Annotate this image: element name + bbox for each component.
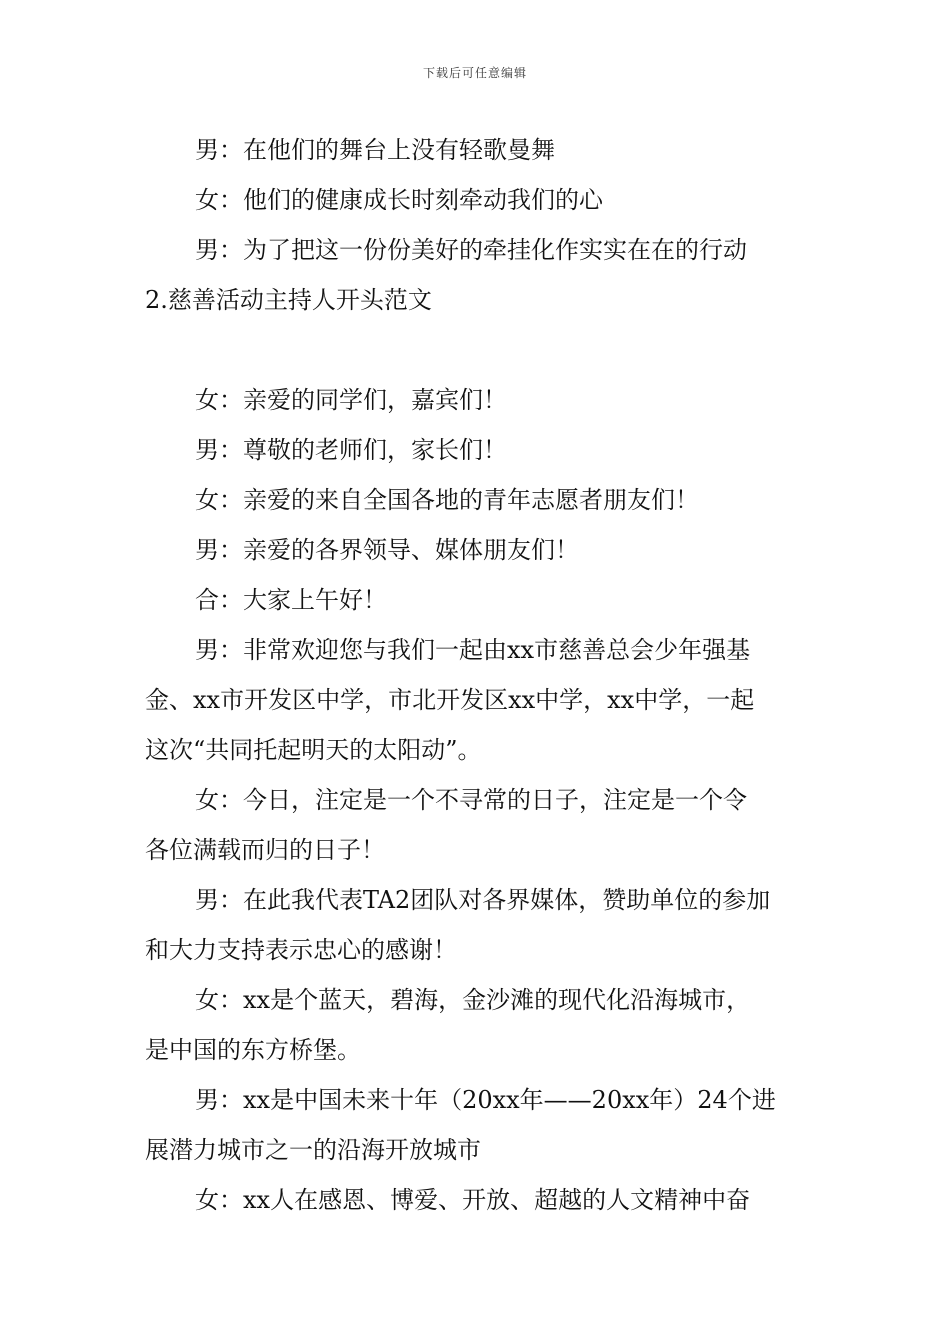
text-line: 这次“共同托起明天的太阳动”。 — [145, 736, 482, 764]
text-line: 2.慈善活动主持人开头范文 — [145, 286, 432, 314]
text-line: 金、xx市开发区中学，市北开发区xx中学，xx中学，一起 — [145, 686, 755, 714]
page-header: 下载后可任意编辑 — [422, 66, 527, 80]
text-line: 男：亲爱的各界领导、媒体朋友们！ — [195, 536, 579, 564]
text-line: 男：非常欢迎您与我们一起由xx市慈善总会少年强基 — [195, 636, 751, 664]
text-line: 男：为了把这一份份美好的牵挂化作实实在在的行动 — [195, 236, 747, 264]
text-line: 男：尊敬的老师们，家长们！ — [195, 436, 507, 464]
text-line: 女：xx是个蓝天，碧海，金沙滩的现代化沿海城市， — [195, 986, 751, 1014]
text-line: 女：亲爱的同学们，嘉宾们！ — [195, 386, 507, 414]
text-line: 女：他们的健康成长时刻牵动我们的心 — [195, 186, 603, 214]
text-line: 女：今日，注定是一个不寻常的日子，注定是一个令 — [195, 786, 747, 814]
text-line: 和大力支持表示忠心的感谢！ — [145, 936, 457, 964]
text-line: 展潜力城市之一的沿海开放城市 — [145, 1136, 481, 1164]
text-line: 男：在此我代表TA2团队对各界媒体，赞助单位的参加 — [195, 886, 771, 914]
paragraph-gap — [145, 325, 810, 375]
text-line: 合：大家上午好！ — [195, 586, 387, 614]
text-line: 女：亲爱的来自全国各地的青年志愿者朋友们！ — [195, 486, 699, 514]
text-line: 是中国的东方桥堡。 — [145, 1036, 361, 1064]
text-line: 男：在他们的舞台上没有轻歌曼舞 — [195, 136, 555, 164]
text-line: 女：xx人在感恩、博爱、开放、超越的人文精神中奋 — [195, 1186, 751, 1214]
text-line: 各位满载而归的日子！ — [145, 836, 385, 864]
document-body — [145, 125, 810, 1225]
text-line: 男：xx是中国未来十年（20xx年——20xx年）24个进 — [195, 1086, 776, 1114]
